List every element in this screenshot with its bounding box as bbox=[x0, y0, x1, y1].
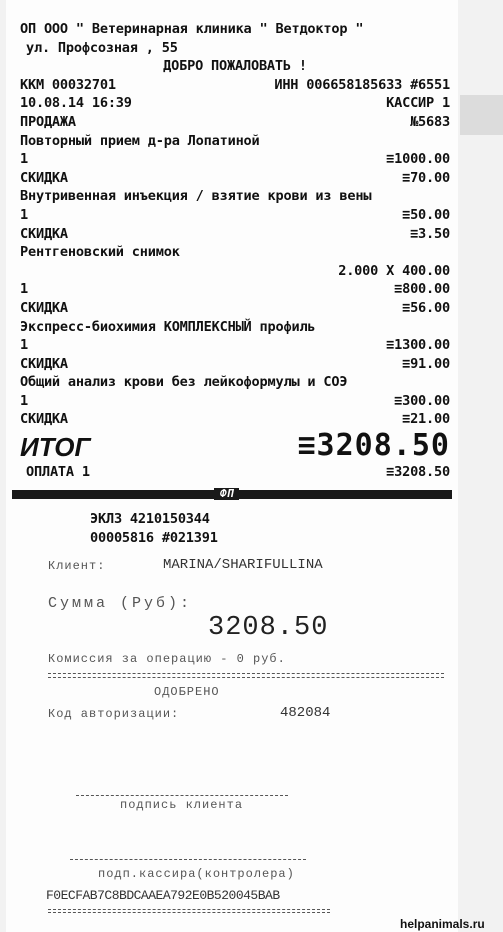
sale-label: ПРОДАЖА bbox=[20, 113, 76, 130]
discount-row bbox=[20, 299, 450, 318]
item-name: Экспресс-биохимия КОМПЛЕКСНЫЙ профиль bbox=[20, 318, 316, 335]
auth-code: 482084 bbox=[280, 705, 331, 721]
fiscal-receipt bbox=[20, 20, 450, 482]
item-name: Повторный прием д-ра Лопатиной bbox=[20, 132, 260, 149]
discount-label: СКИДКА bbox=[20, 355, 68, 372]
org-name: ОП ООО " Ветеринарная клиника " Ветдоктор " bbox=[20, 21, 364, 37]
total-label: ИТОГ bbox=[20, 432, 91, 463]
address: ул. Профсозная , 55 bbox=[26, 39, 178, 56]
discount-row bbox=[20, 169, 450, 188]
item-qty-row bbox=[20, 336, 450, 355]
watermark: helpanimals.ru bbox=[400, 917, 485, 931]
payment-row bbox=[20, 463, 450, 482]
fp-label: ФП bbox=[214, 488, 239, 500]
eklz-number: ЭКЛЗ 4210150344 bbox=[90, 511, 210, 527]
datetime: 10.08.14 16:39 bbox=[20, 95, 132, 112]
discount-value: ≡56.00 bbox=[402, 299, 450, 316]
hash-code: F0ECFAB7C8BDCAAEA792E0B520045BAB bbox=[46, 888, 280, 903]
item-qty: 1 bbox=[20, 337, 28, 354]
commission: Комиссия за операцию - 0 руб. bbox=[48, 652, 286, 666]
payment-label: ОПЛАТА 1 bbox=[26, 464, 90, 481]
item-price: ≡300.00 bbox=[394, 392, 450, 409]
divider bbox=[48, 912, 330, 913]
discount-row bbox=[20, 355, 450, 374]
total-row bbox=[20, 429, 450, 463]
item-price: ≡1000.00 bbox=[386, 151, 450, 168]
client-label: Клиент: bbox=[48, 559, 106, 573]
item-name: Рентгеновский снимок bbox=[20, 244, 180, 261]
discount-label: СКИДКА bbox=[20, 169, 68, 186]
divider bbox=[48, 677, 444, 678]
payment-value: ≡3208.50 bbox=[386, 464, 450, 481]
sale-row bbox=[20, 113, 450, 132]
item-name: Внутривенная инъекция / взятие крови из вены bbox=[20, 188, 372, 205]
item-qty-row bbox=[20, 206, 450, 225]
signature-line bbox=[76, 795, 288, 796]
item-calc: 2.000 X 400.00 bbox=[338, 262, 450, 279]
sale-number: №5683 bbox=[410, 113, 450, 130]
eklz-code: 00005816 #021391 bbox=[90, 529, 218, 546]
item-price: ≡800.00 bbox=[394, 281, 450, 298]
discount-value: ≡70.00 bbox=[402, 169, 450, 186]
discount-label: СКИДКА bbox=[20, 225, 68, 242]
item-qty-row bbox=[20, 280, 450, 299]
client-signature-label: подпись клиента bbox=[120, 798, 244, 812]
datetime-row bbox=[20, 94, 450, 113]
item-price: ≡50.00 bbox=[402, 206, 450, 223]
discount-label: СКИДКА bbox=[20, 299, 68, 316]
approved: ОДОБРЕНО bbox=[154, 685, 220, 699]
discount-row bbox=[20, 410, 450, 429]
item-qty: 1 bbox=[20, 392, 28, 409]
cashier-signature-label: подп.кассира(контролера) bbox=[98, 867, 295, 881]
inn: ИНН 006658185633 #6551 bbox=[274, 76, 450, 93]
divider bbox=[48, 673, 444, 674]
client-name: MARINA/SHARIFULLINA bbox=[163, 557, 323, 573]
sum-value: 3208.50 bbox=[208, 613, 329, 643]
background-strip bbox=[460, 95, 503, 135]
item-name: Общий анализ крови без лейкоформулы и СОЭ bbox=[20, 374, 348, 391]
discount-value: ≡91.00 bbox=[402, 355, 450, 372]
divider bbox=[48, 909, 330, 910]
kkm: ККМ 00032701 bbox=[20, 76, 116, 93]
discount-value: ≡3.50 bbox=[410, 225, 450, 242]
total-value: ≡3208.50 bbox=[297, 428, 450, 464]
eklz-block bbox=[90, 510, 218, 547]
item-qty: 1 bbox=[20, 206, 28, 223]
item-qty: 1 bbox=[20, 281, 28, 298]
welcome: ДОБРО ПОЖАЛОВАТЬ ! bbox=[163, 58, 307, 75]
signature-line bbox=[70, 859, 306, 860]
kkm-row bbox=[20, 76, 450, 95]
item-qty: 1 bbox=[20, 151, 28, 168]
cashier: КАССИР 1 bbox=[386, 95, 450, 112]
auth-label: Код авторизации: bbox=[48, 707, 180, 721]
receipt bbox=[6, 0, 458, 932]
discount-label: СКИДКА bbox=[20, 411, 68, 428]
item-qty-row bbox=[20, 392, 450, 411]
item-price: ≡1300.00 bbox=[386, 337, 450, 354]
item-qty-row bbox=[20, 150, 450, 169]
discount-row bbox=[20, 225, 450, 244]
sum-label: Сумма (Руб): bbox=[48, 595, 193, 612]
discount-value: ≡21.00 bbox=[402, 411, 450, 428]
